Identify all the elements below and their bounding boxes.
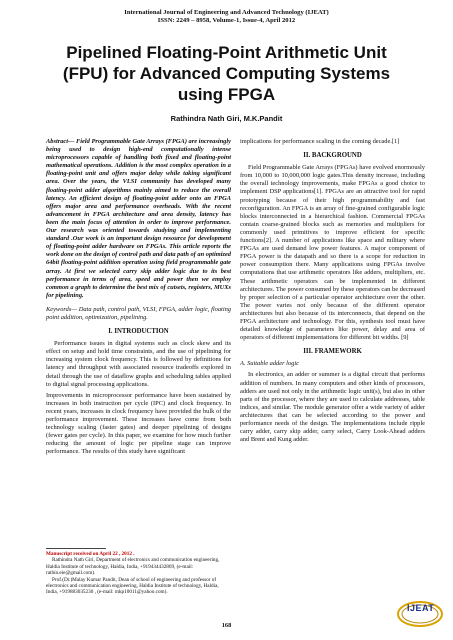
journal-name: International Journal of Engineering and Advanced Technology (IJEAT) xyxy=(124,9,329,16)
section-heading-introduction: I. INTRODUCTION xyxy=(108,328,169,336)
author-note-2: Prof.(Dr.)Malay Kumar Pandit, Dean of school of engineering and professor of electronics and communication engineering, Haldia Institute of technology, Haldia, India, +919883035230 , (e-mail: mkp10011@yahoo.com). xyxy=(46,576,219,596)
intro-paragraph-2: Improvements in microprocessor performance have been sustained by increases in both instruction per cycle (IPC) and clock frequency. In recent years, increases in clock frequency have provided the bulk of the performance improvement. These increases have come from both technology scaling (faster gates) and deeper pipelining of designs (fewer gates per cycle). In this paper, we examine for how much further reducing the amount of logic per pipeline stage can improve performance. The results of this study have significant xyxy=(46,391,231,456)
section-heading-background: II. BACKGROUND xyxy=(303,152,362,160)
page-number: 168 xyxy=(221,622,232,629)
subsection-heading-adder-logic: A. Suitable adder logic xyxy=(240,360,299,368)
section-heading-framework: III. FRAMEWORK xyxy=(303,348,362,356)
keywords: Keywords— Data path, control path, VLSI, FPGA, adder logic, floating point addition, optimization, pipelining. xyxy=(46,305,231,321)
title-line-1: Pipelined Floating-Point Arithmetic Unit xyxy=(66,43,387,62)
abstract: Abstract— Field Programmable Gate Arrays (FPGA) are increasingly being used to design high-end computationally intense microprocessors capable of handling both fixed and floating-point mathematical operations. Addition is the most complex operation in a floating-point unit and offers major delay while taking significant area. Over the years, the VLSI community has developed many floating-point adder algorithms mainly aimed to reduce the overall latency. An efficient design of floating-point adder onto an FPGA offers major area and performance overheads. With the recent advancement in FPGA architecture and area density, latency has been the main focus of attention in order to improve performance. Our research was oriented towards studying and implementing standard .Our work is an important design resource for development of floating-point adder hardware on FPGAs. This article reports the work done on the design of control path and data path of an optimized 64bit floating-point addition operation using field programmable gate array. At first we selected carry skip adder logic due to its best performance in terms of area, speed and power then we employ common a graph to determine the best mix of cutsets, registers, MUXs for pipelining. xyxy=(46,138,231,299)
journal-header xyxy=(0,9,453,25)
title-line-3: using FPGA xyxy=(177,85,276,104)
manuscript-received: Manuscript received on April 22 , 2012 . xyxy=(46,551,135,557)
framework-paragraph: In electronics, an adder or summer is a digital circuit that performs addition of numbers. In many computers and other kinds of processors, adders are used not only in the arithmetic logic unit(s), but also in other parts of the processor, where they are used to calculate addresses, table indices, and similar. The module generator offer a wide variety of adder architectures that can be selected according to the power and performance needs of the design. The implementations include ripple carry adder, carry skip adder, carry select, Carry Look-Ahead adders and Brent and Kung adder. xyxy=(240,371,425,444)
background-paragraph: Field Programmable Gate Arrays (FPGAs) have evolved enormously from 10,000 to 10,000,000 logic gates.This density increase, including the overall technology improvements, make FPGAs a good choice to implement DSP applications[1]. FPGAs are an attractive tool for rapid prototyping because of their high programmability and fast reconfiguration. An FPGA is an array of fine-grained configurable logic blocks interconnected in a hierarchical fashion. Commercial FPGAs contain coarse-grained blocks such as memories and multipliers for commonly used primitives to improve efficient for specific functions[2]. A number of applications like space and military where FPGAs are used demand low power features. A major component of FPGA power is the datapath and so there is a scope for reduction in power consumption there. Many applications using FPGAs involve computations that use arithmetic operators like adders, multipliers, etc. These arithmetic operators can be implemented in different architectures. The power consumed by these operators can be decreased by proper selection of a particular operator architecture over the other. The power varies not only because of the different operator architectures but also because of its interconnects, that depend on the FPGA architecture and technology. For this, synthesis tool must have detailed knowledge of parameters like power, delay and area of operators of different implementations for different bit widths. [9] xyxy=(240,164,425,342)
journal-issn: ISSN: 2249 – 8958, Volume-1, Issue-4, April 2012 xyxy=(157,17,296,24)
footnote xyxy=(46,548,231,596)
logo-text: IJEAT xyxy=(407,603,435,613)
journal-logo xyxy=(395,596,445,632)
authors: Rathindra Nath Giri, M.K.Pandit xyxy=(170,114,283,123)
paper-title xyxy=(40,42,413,105)
logo-swoosh-icon xyxy=(395,596,445,632)
intro-paragraph-1: Performance issues in digital systems such as clock skew and its effect on setup and hold time constraints, and the use of pipelining for increasing system clock frequency. This is followed by definitions for latency and throughput with associated resource tradeoffs explored in detail through the use of dataflow graphs and scheduling tables applied to digital signal processing applications. xyxy=(46,340,231,388)
right-column xyxy=(240,138,425,447)
left-column xyxy=(46,138,231,459)
author-note-1: Rathindra Nath Giri, Department of electronics and communication engineering, Haldia Institute of technology, Haldia, India, +919434432869, (e-mail: rathin.eie@gmail.com). xyxy=(46,557,220,577)
footnote-rule xyxy=(46,548,106,549)
intro-continuation: implications for performance scaling in the coming decade.[1] xyxy=(240,138,400,145)
title-line-2: (FPU) for Advanced Computing Systems xyxy=(62,64,391,83)
